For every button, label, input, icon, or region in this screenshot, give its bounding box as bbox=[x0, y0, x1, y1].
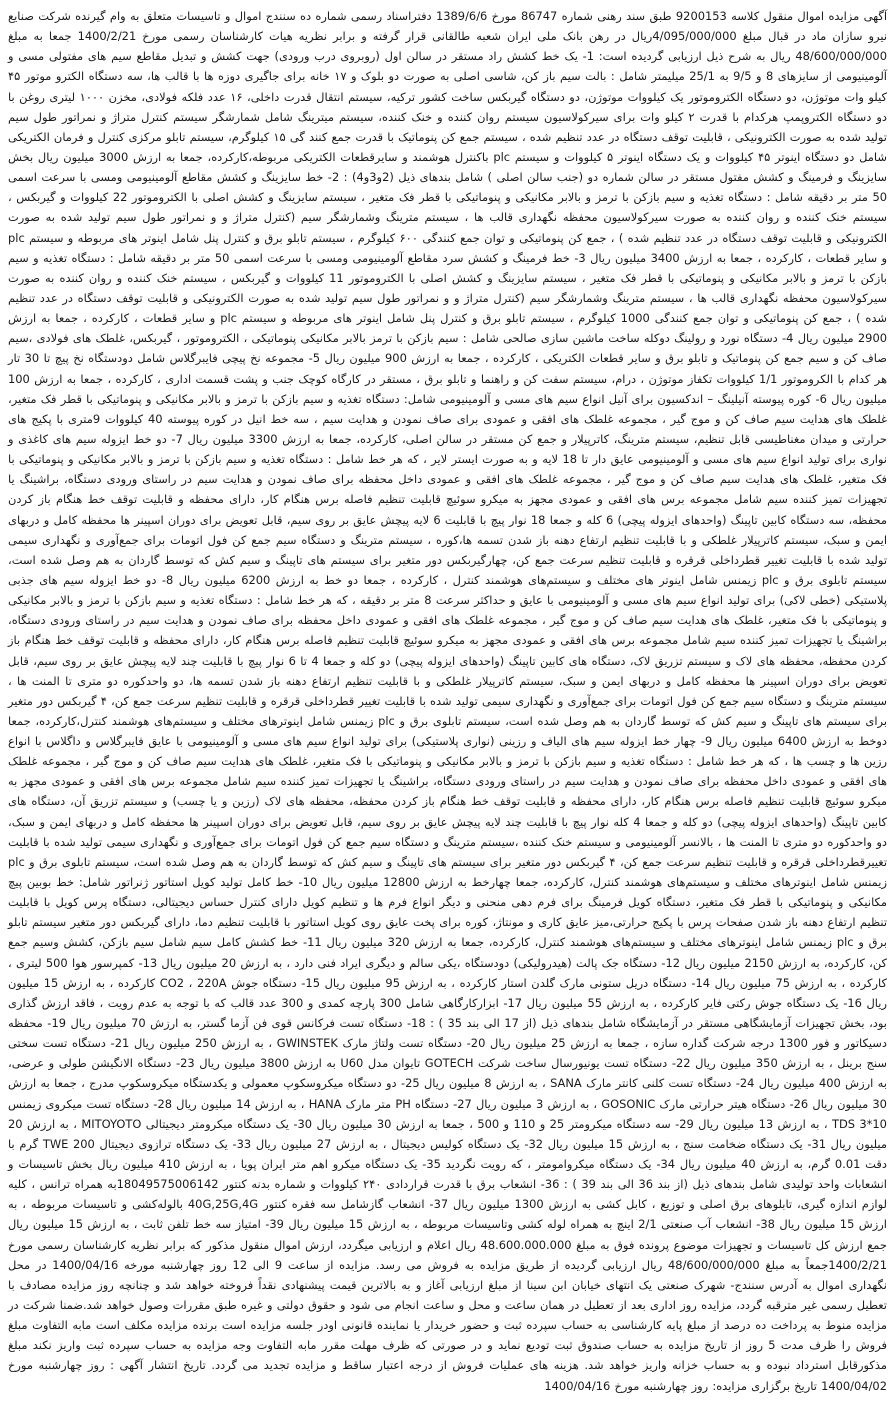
auction-notice-text: آگهی مزایده اموال منقول کلاسه 9200153 طبق سند رهنی شماره 86747 مورخ 1389/6/6 دفتراسناد رسمی شماره ده سنندج اموال و تاسیسات متعلق به وام گیرنده شرکت صنایع نیرو سازان ماد در قبال مبلغ 4/095/000/000ریال در رهن بانک ملی ایران شعبه طالقانی قرار گرفته و برابر نظریه هیات کارشناسان رسمی مورخ 1400/2/21 جمعا به مبلغ 48/600/000/000 ریال به شرح ذیل ارزیابی گردیده است: 1- یک خط کشش راد مستقر در سالن اول (روبروی درب ورودی) جهت کشش و تبدیل مقاطع سیم های مفتولی مسی و آلومینیومی از سایزهای 8 و 9/5 به 25/1 میلیمتر شامل : بالت سیم باز کن، شاسی اصلی به صورت دو بلوک و ۱۷ خانه برای جاگیری دوزه ها با قالب ها، سه دستگاه الکترو موتور ۴۵ کیلو وات موتوژن، دو دستگاه الکتروموتور یک کیلووات موتوژن، دو دستگاه گیربکس ساخت کشور ترکیه، سیستم انتقال قدرت داخلی، ۱۶ عدد فلکه فولادی، مخزن ۱۰۰۰ لیتری روغن با دو دستگاه الکتروپمپ هرکدام با قدرت ۲ کیلو وات برای سیرکولاسیون سیستم روان کننده و خنک کننده، سیستم میترینگ شامل شمارشگر سیستم کنترل متراژ و نمراتور طول سیم تولید شده به صورت الکترونیکی ، قابلیت توقف دستگاه در عدد تنظیم شده ، سیستم جمع کن پنوماتیک با قدرت جمع کنند گی ۱۵ کیلوگرم، سیستم تابلو مرکزی کنترل و فرمان الکتریکی شامل دو دستگاه اینوتر ۴۵ کیلووات و یک دستگاه اینوتر ۵ کیلووات و سیستم plc باکنترل هوشمند و سایرقطعات الکتریکی مربوطه،کارکرده، جمعا به ارزش 3000 میلیون ریال بخش سایزینگ و فرمینگ و کشش مفتول مستقر در سالن شماره دو (جنب سالن اصلی ) شامل بندهای ذیل (2و3و4) : 2- خط سایزینگ و کشش مقاطع آلومینیومی ومسی با سرعت اسمی 50 متر بر دقیقه شامل : دستگاه تغذیه و سیم بازکن با ترمز و بالابر مکانیکی و پنوماتیکی با قطر فک متغیر ، سیستم سایزینگ و کشش اصلی با الکتروموتور 22 کیلووات و گیربکس ، سیستم خنک کننده و روان کننده به صورت سیرکولاسیون محفظه نگهداری قالب ها ، سیستم مترینگ وشمارشگر سیم (کنترل متراژ و و نمراتور طول سیم تولید شده به صورت الکترونیکی و قابلیت توقف دستگاه در عدد تنظیم شده ) ، جمع کن پنوماتیکی و توان جمع کنندگی ۶۰۰ کیلوگرم ، سیستم تابلو برق و کنترل پنل شامل اینوتر های مربوطه و سیستم plc و سایر قطعات ، کارکرده ، جمعا به ارزش 3400 میلیون ریال 3- خط فرمینگ و کشش سرد مقاطع آلومینیومی ومسی با سرعت اسمی 50 متر بر دقیقه شامل : دستگاه تغذیه و سیم بازکن با ترمز و بالابر مکانیکی و پنوماتیکی با قطر فک متغیر ، سیستم سایزینگ و کشش اصلی با الکتروموتور 11 کیلووات و گیربکس ، سیستم خنک کننده و روان کننده به صورت سیرکولاسیون محفظه نگهداری قالب ها ، سیستم مترینگ وشمارشگر سیم (کنترل متراژ و و نمراتور طول سیم تولید شده به صورت الکترونیکی و قابلیت توقف دستگاه در عدد تنظیم شده ) ، جمع کن پنوماتیکی و توان جمع کنندگی 1000 کیلوگرم ، سیستم تابلو برق و کنترل پنل شامل اینوتر های مربوطه و سیستم plc و سایر قطعات ، کارکرده ، جمعا به ارزش 2900 میلیون ریال 4- دستگاه نورد و رولینگ دوکله ساخت ماشین سازی صالحی شامل : سیم بازکن با ترمز بالابر مکانیکی پنوماتیکی ، الکتروموتور ، گیربکس، غلطک های فولادی ،سیم صاف کن و سیم جمع کن پنوماتیک و تابلو برق و سایر قطعات الکتریکی ، کارکرده ، جمعا به ارزش 900 میلیون ریال 5- مجموعه نخ پیچی فایبرگلاس شامل دودستگاه نخ پیچ تا 30 تار هر کدام با الکروموتور 1/1 کیلووات تکفاز موتوژن ، درام، سیستم سفت کن و راهنما و تابلو برق ، مستقر در کارگاه کوچک جنب و پشت قسمت اداری ، کارکرده ، جمعا به ارزش 100 میلیون ریال 6- کوره پیوسته آنیلینگ – اندکسیون برای آنیل انواع سیم های مسی و آلومینیومی شامل: دستگاه تغذیه و سیم بازکن با ترمز و بالابر مکانیکی و پنوماتیکی با قطر فک متغیر، غلطک های هدایت سیم صاف کن و موج گیر ، مجموعه غلطک های افقی و عمودی برای صاف نمودن و هدایت سیم ، سه خط انیل در کوره پیوسته 40 کیلووات 9متری با پکیج های حرارتی و میدان مغناطیسی قابل تنظیم، سیستم مترینگ، کاترپیلار و جمع کن مستقر در سالن اصلی، کارکرده، جمعا به ارزش 3300 میلیون ریال 7- دو خط ایزوله سیم های کاغذی و نواری برای تولید انواع سیم های مسی و آلومینیومی عایق دار تا 18 لایه و به صورت ایستر لایر ، که هر خط شامل : دستگاه تغذیه و سیم بازکن با ترمز و بالابر مکانیکی و پنوماتیکی با فک متغیر، غلطک های هدایت سیم صاف کن و موج گیر ، مجموعه غلطک های افقی و عمودی داخل محفظه برای صاف نمودن و هدایت سیم در راستای ورودی دستگاه، براشینگ یا تجهیزات تمیز کننده سیم شامل مجموعه برس های افقی و عمودی مجهز به میکرو سوئیچ قابلیت تنظیم فاصله برس هنگام کار، دارای محفظه و قابلیت توقف خط هنگام باز کردن محفظه، سه دستگاه کابین تاپینگ (واحدهای ایزوله پیچی) 6 کله و جمعا 18 نوار پیچ با قابلیت 6 لایه پیچش عایق بر روی سیم، قابل تعویض برای دوران اسپینر ها محفظه کامل و دربهای ایمن و سبک، سیستم کاترپیلار غلطکی و با قابلیت تنظیم ارتفاع دهنه باز شدن تسمه ها،کوره ، سیستم مترینگ و دستگاه سیم جمع کن فول اتومات برای جمع‌آوری و نگهداری سیمی تولید شده با قابلیت تغییر قطرداخلی قرقره و قابلیت تنظیم سرعت جمع کن، چهارگیربکس دور متغیر برای سیستم های تاپینگ و سیم کش که توسط گاردان به هم وصل شده است، سیستم تابلوی برق و plc زیمنس شامل اینوتر های مختلف و سیستم‌های هوشمند کنترل ، کارکرده ، جمعا دو خط به ارزش 6200 میلیون ریال 8- دو خط ایزوله سیم های جذبی پلاستیکی (خطی لاکی) برای تولید انواع سیم های مسی و آلومینیومی با عایق و حداکثر سرعت 8 متر بر دقیقه ، که هر خط شامل : دستگاه تغذیه و سیم بازکن با ترمز و بالابر مکانیکی و پنوماتیکی با فک متغیر، غلطک های هدایت سیم صاف کن و موج گیر ، مجموعه غلطک های افقی و عمودی داخل محفظه برای صاف نمودن و هدایت سیم در راستای ورودی دستگاه، براشینگ یا تجهیزات تمیز کننده سیم شامل مجموعه برس های افقی و عمودی مجهز به میکرو سوئیچ قابلیت تنظیم فاصله برس هنگام کار، دارای محفظه و قابلیت توقف خط هنگام باز کردن محفظه، محفظه های لاک و سیستم تزریق لاک، دستگاه های کابین تاپینگ (واحدهای ایزوله پیچی) دو کله و جمعا 4 تا 6 نوار پیچ با قابلیت چند لایه پیچش عایق بر روی سیم، قابل تعویض برای دوران اسپینر ها محفظه کامل و دربهای ایمن و سبک، سیستم کاترپیلار غلطکی و با قابلیت تنظیم ارتفاع دهنه باز شدن تسمه ها، دو واحدکوره دو متری تا المنت ها ، سیستم مترینگ و دستگاه سیم جمع کن فول اتومات برای جمع‌آوری و نگهداری سیمی تولید شده با قابلیت تغییر قطرداخلی قرقره و قابلیت تنظیم سرعت جمع کن، ۴ گیربکس دور متغیر برای سیستم های تاپینگ و سیم کش که توسط گاردان به هم وصل شده است، سیستم تابلوی برق و plc زیمنس شامل اینوترهای مختلف و سیستم‌های هوشمند کنترل،کارکرده، جمعا دوخط به ارزش 6400 میلیون ریال 9- چهار خط ایزوله سیم های الیاف و رزینی (نواری پلاستیکی) برای تولید انواع سیم های مسی و آلومینیومی با عایق فایبرگلاس و داگلاس با انواع رزین ها و چسب ها ، که هر خط شامل : دستگاه تغذیه و سیم بازکن با ترمز و بالابر مکانیکی و پنوماتیکی با فک متغیر، غلطک های هدایت سیم صاف کن و موج گیر ، مجموعه غلطک های افقی و عمودی داخل محفظه برای صاف نمودن و هدایت سیم در راستای ورودی دستگاه، براشینگ یا تجهیزات تمیز کننده سیم شامل مجموعه برس های افقی و عمودی مجهز به میکرو سوئیچ قابلیت تنظیم فاصله برس هنگام کار، دارای محفظه و قابلیت توقف خط هنگام باز کردن محفظه، محفظه های لاک (رزین و یا چسب) و سیستم تزریق آن، دستگاه های کابین تاپینگ (واحدهای ایزوله پیچی) دو کله و جمعا 4 کله نوار پیچ با قابلیت چند لایه پیچش عایق بر روی سیم، قابل تعویض برای دوران اسپینر ها محفظه کامل و دربهای ایمن و سبک، دو واحدکوره دو متری تا المنت ها ، بالانسر آلومینیومی و سیستم خنک کننده ،سیستم مترینگ و دستگاه سیم جمع کن فول اتومات برای جمع‌آوری و نگهداری سیمی تولید شده با قابلیت تغییرقطرداخلی قرقره و قابلیت تنظیم سرعت جمع کن، ۴ گیربکس دور متغیر برای سیستم های تاپینگ و سیم کش که توسط گاردان به هم وصل شده است، سیستم تابلوی برق و plc زیمنس شامل اینوترهای مختلف و سیستم‌های هوشمند کنترل، کارکرده، جمعا چهارخط به ارزش 12800 میلیون ریال 10- خط کامل تولید کویل استاتور ژنراتور شامل: خط بوبین پیچ مکانیکی و پنوماتیکی با قطر فک متغیر، دستگاه کویل فرمینگ برای فرم دهی منحنی و دیگر انواع فرم ها و تنظیم کویل دارای کنترل حساس دیجیتالی، دستگاه پرس کویل با قابلیت تنظیم ارتفاع دهنه باز شدن صفحات پرس با پکیج حرارتی،میز عایق کاری و مونتاژ، کوره برای پخت عایق روی کویل استاتور با قابلیت تنظیم دما، دارای گیربکس دور متغیر سیستم تابلو برق و plc زیمنس شامل اینوترهای مختلف و سیستم‌های هوشمند کنترل، کارکرده، جمعا به ارزش 320 میلیون ریال 11- خط کشش کامل سیم شامل سیم بازکن، کشش وسیم جمع کن، کارکرده، به ارزش 2150 میلیون ریال 12- دستگاه جک پالت (هیدرولیکی) دودستگاه ،یکی سالم و دیگری ایراد فنی دارد ، به ارزش 20 میلیون ریال 13- کمپرسور هوا 500 لیتری ، کارکرده ، به ارزش 75 میلیون ریال 14- دستگاه دریل ستونی مارک گلدن استار کارکرده ، به ارزش 95 میلیون ریال 15- دستگاه جوش CO2 ، 220A کارکرده ، به ارزش 15 میلیون ریال 16- یک دستگاه جوش رکتی فایر کارکرده ، به ارزش 55 میلیون ریال 17- ابزارکارگاهی شامل 300 پارچه کمدی و 300 عدد قالب که با توجه به عدم رویت ، فاقد ارزش گذاری بود، بخش تجهیزات آزمایشگاهی مستقر در آزمایشگاه شامل بندهای ذیل (از 17 الی بند 35 ) : 18- دستگاه تست فرکانس قوی فن آزما گستر، به ارزش 70 میلیون ریال 19- محفظه دسیکاتور و فور 1300 درجه شرکت گداره سازه ، جمعا به ارزش 25 میلیون ریال 20- دستگاه تست ولتاژ مارک GWINSTEK ، به ارزش 250 میلیون ریال 21- دستگاه تست سختی سنج برینل ، به ارزش 350 میلیون ریال 22- دستگاه تست یونیورسال ساخت شرکت GOTECH تایوان مدل U60 به ارزش 3800 میلیون ریال 23- دستگاه الانگیشن طولی و عرضی، به ارزش 400 میلیون ریال 24- دستگاه تست کلنی کانتر مارک SANA ، به ارزش 8 میلیون ریال 25- دو دستگاه میکروسکوپ معمولی و یکدستگاه میکروسکوپ مدرج ، جمعا به ارزش 30 میلیون ریال 26- دستگاه هیتر حرارتی مارک GOSONIC ، به ارزش 3 میلیون ریال 27- دستگاه PH متر مارک HANA ، به ارزش 14 میلیون ریال 28- دستگاه تست میکروی زیمنس TDS 3*10 ، به ارزش 13 میلیون ریال 29- سه دستگاه میکرومتر 25 و 110 و 500 ، جمعا به ارزش 30 میلیون ریال 30- یک دستگاه میکرومتر دیجیتالی MITOYOTO ، به ارزش 20 میلیون ریال 31- یک دستگاه ضخامت سنج ، به ارزش 15 میلیون ریال 32- یک دستگاه کولیس دیجیتال ، به ارزش 27 میلیون ریال 33- یک دستگاه ترازوی دیجیتال TWE 200 گرم با دقت 0.01 گرم، به ارزش 40 میلیون ریال 34- یک دستگاه میکروامومتر ، که رویت نگردید 35- یک دستگاه میکرو اهم متر ایران پویا ، به ارزش 410 میلیون ریال بخش تاسیسات و انشعابات واحد تولیدی شامل بندهای ذیل (از بند 36 الی بند 39 ) : 36- انشعاب برق با قدرت قراردادی ۲۴۰ کیلووات و شماره بدنه کنتور 18049575006142به همراه ترانس ، کلیه لوازم اندازه گیری، تابلوهای برق اصلی و توزیع ، کابل کشی به ارزش 1300 میلیون ریال 37- انشعاب گازشامل سه فقره کنتور 40G,25G,4G بالوله‌کشی و تاسیسات مربوطه ، به ارزش 15 میلیون ریال 38- انشعاب آب صنعتی 2/1 اینچ به همراه لوله کشی وتاسیسات مربوطه ، به ارزش 15 میلیون ریال 39- امتیاز سه خط تلفن ثابت ، به ارزش 15 میلیون ریال جمع ارزش کل تاسیسات و تجهیزات موضوع پرونده فوق به مبلغ 48.600.000.000 ریال اعلام و ارزیابی میگردد، ارزش اموال منقول مذکور که برابر نظریه کارشناسان رسمی مورخ 1400/2/21جمعاً به مبلغ 48/600/000/000 ریال ارزیابی گردیده از طریق مزایده به فروش می رسد. مزایده از ساعت 9 الی 12 روز چهارشنبه مورخه 1400/04/16 در محل نگهداری اموال به آدرس سنندج- شهرک صنعتی یک انتهای خیابان ابن سینا از مبلغ ارزیابی آغاز و به بالاترین قیمت پیشنهادی نقداً فروخته خواهد شد و چنانچه روز مزایده مصادف با تعطیل رسمی غیر مترقبه گردد، مزایده روز اداری بعد از تعطیل در همان ساعت و محل و ساعت انجام می شود و حقوق دولتی و غیره طبق مقررات وصول خواهد شد.ضمنا شرکت در مزایده منوط به پرداخت ده درصد از مبلغ پایه کارشناسی به حساب سپرده ثبت و حضور خریدار یا نماینده قانونی اودر جلسه مزایده است برنده مزایده مکلف است مابه التفاوت مبلغ فروش را ظرف مدت 5 روز از تاریخ مزایده به حساب صندوق ثبت تودیع نماید و در صورتی که ظرف مهلت مقرر مابه التفاوت وجه مزایده به حساب سپرده ثبت واریز نکند مبلغ مذکورقابل استرداد نبوده و به حساب خزانه واریز خواهد شد. هزینه های عملیات فروش از درجه اعتبار ساقط و مزایده تجدید می گردد. تاریخ انتشار آگهی : روز چهارشنبه مورخ 1400/04/02 تاریخ برگزاری مزایده: روز چهارشنبه مورخ 1400/04/16 bbox=[8, 9, 888, 1393]
